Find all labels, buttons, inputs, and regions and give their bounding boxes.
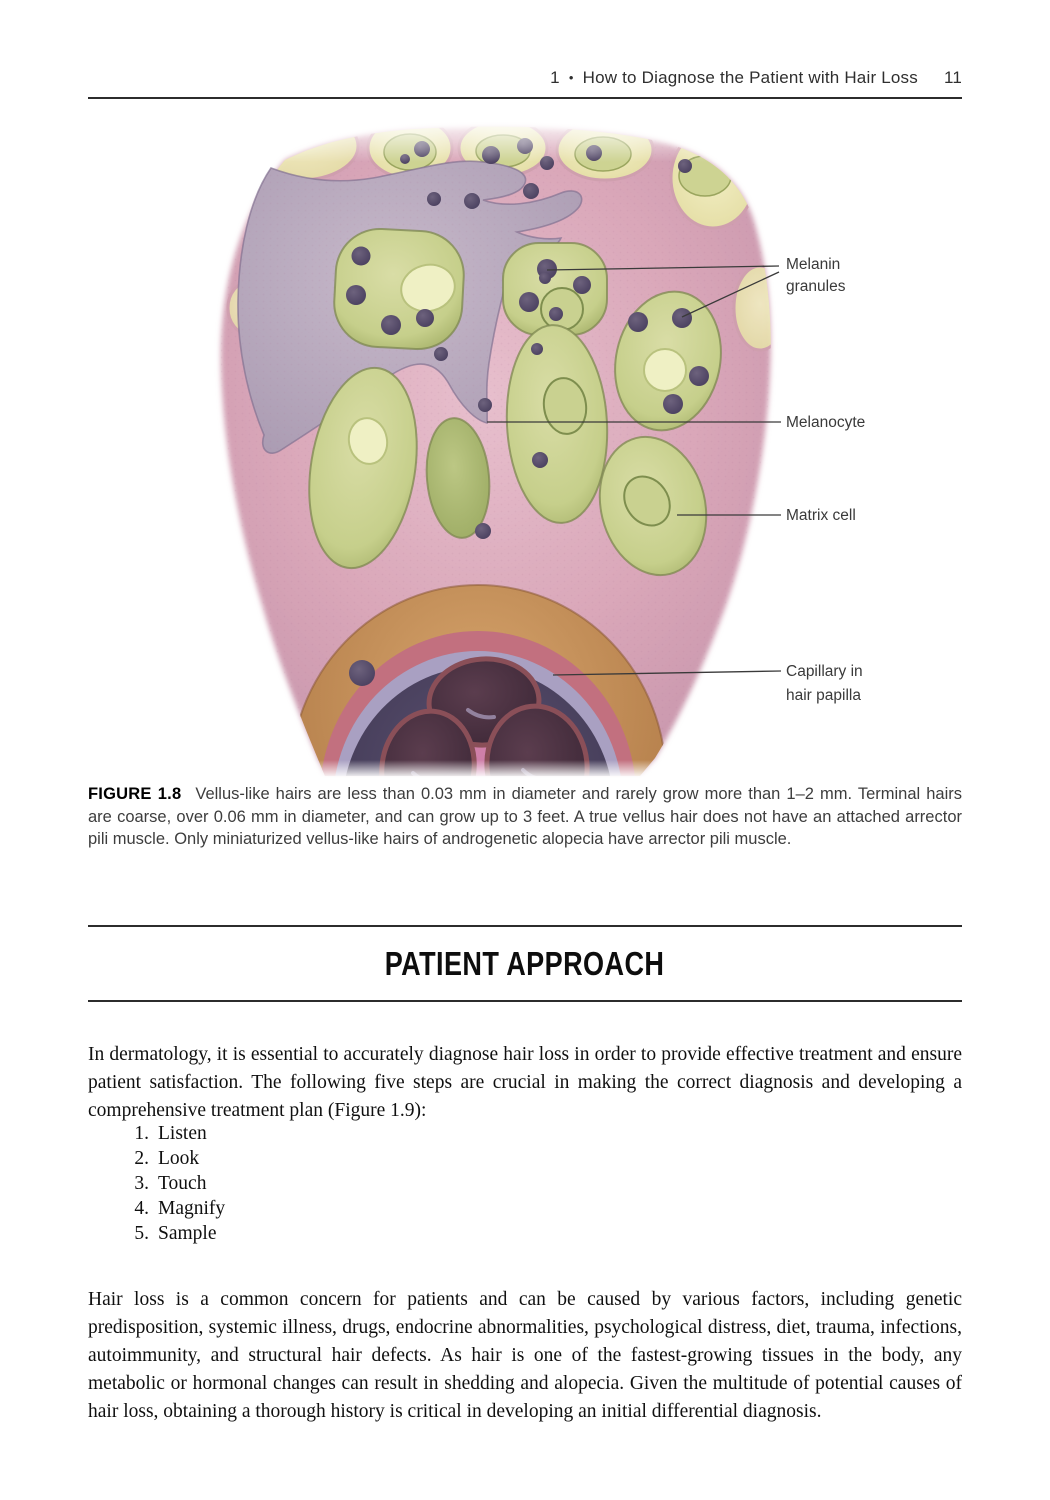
figure-labels (786, 256, 865, 704)
label-melanocyte: Melanocyte (786, 414, 866, 431)
section-heading-block (88, 925, 962, 1002)
step-number: 4. (134, 1198, 149, 1219)
chapter-title: How to Diagnose the Patient with Hair Loss (582, 68, 918, 87)
section-heading: PATIENT APPROACH (385, 944, 665, 982)
step-label: Magnify (158, 1198, 226, 1219)
label-capillary-line2: hair papilla (786, 687, 861, 704)
steps-list (127, 1121, 225, 1246)
step-label: Look (158, 1148, 200, 1169)
list-item (127, 1221, 225, 1246)
label-capillary-line1: Capillary in (786, 663, 863, 680)
step-label: Touch (158, 1173, 207, 1194)
step-label: Listen (158, 1123, 207, 1144)
figure-illustration (185, 118, 975, 778)
label-matrix-cell: Matrix cell (786, 507, 856, 524)
step-number: 2. (134, 1148, 149, 1169)
step-number: 3. (134, 1173, 149, 1194)
list-item (127, 1171, 225, 1196)
figure-caption-text: Vellus-like hairs are less than 0.03 mm in diameter and rarely grow more than 1–2 mm. Terminal hairs are coarse, over 0.06 mm in diameter, and can grow up to 3 feet. A true vellus hair does not have an attached arrector pili muscle. Only miniaturized vellus-like hairs of androgenetic alopecia have arrector pili muscle. (88, 785, 962, 848)
top-fade (185, 118, 785, 162)
label-melanin-granules-line2: granules (786, 278, 846, 295)
step-number: 1. (134, 1123, 149, 1144)
running-head (88, 68, 962, 99)
step-label: Sample (158, 1223, 217, 1244)
list-item (127, 1196, 225, 1221)
bottom-fade (185, 760, 785, 778)
page-number: 11 (943, 68, 962, 87)
figure-caption-label: FIGURE 1.8 (88, 785, 182, 803)
step-number: 5. (134, 1223, 149, 1244)
header-bullet: • (568, 70, 574, 85)
chapter-number: 1 (550, 68, 560, 87)
label-melanin-granules-line1: Melanin (786, 256, 841, 273)
list-item (127, 1121, 225, 1146)
list-item (127, 1146, 225, 1171)
body-paragraph-1: In dermatology, it is essential to accurately diagnose hair loss in order to provide effective treatment and ensure patient satisfaction. The following five steps are crucial in making the correct diagnosis and developing a comprehensive treatment plan (Figure 1.9): (88, 1043, 962, 1121)
body-paragraph-2: Hair loss is a common concern for patients and can be caused by various factors, including genetic predisposition, systemic illness, drugs, endocrine abnormalities, psychological distress, diet, trauma, infections, autoimmunity, and structural hair defects. As hair is one of the fastest-growing tissues in the body, any metabolic or hormonal changes can result in shedding and alopecia. Given the multitude of potential causes of hair loss, obtaining a thorough history is critical in developing an initial differential diagnosis. (88, 1288, 962, 1422)
figure-caption (88, 783, 962, 851)
